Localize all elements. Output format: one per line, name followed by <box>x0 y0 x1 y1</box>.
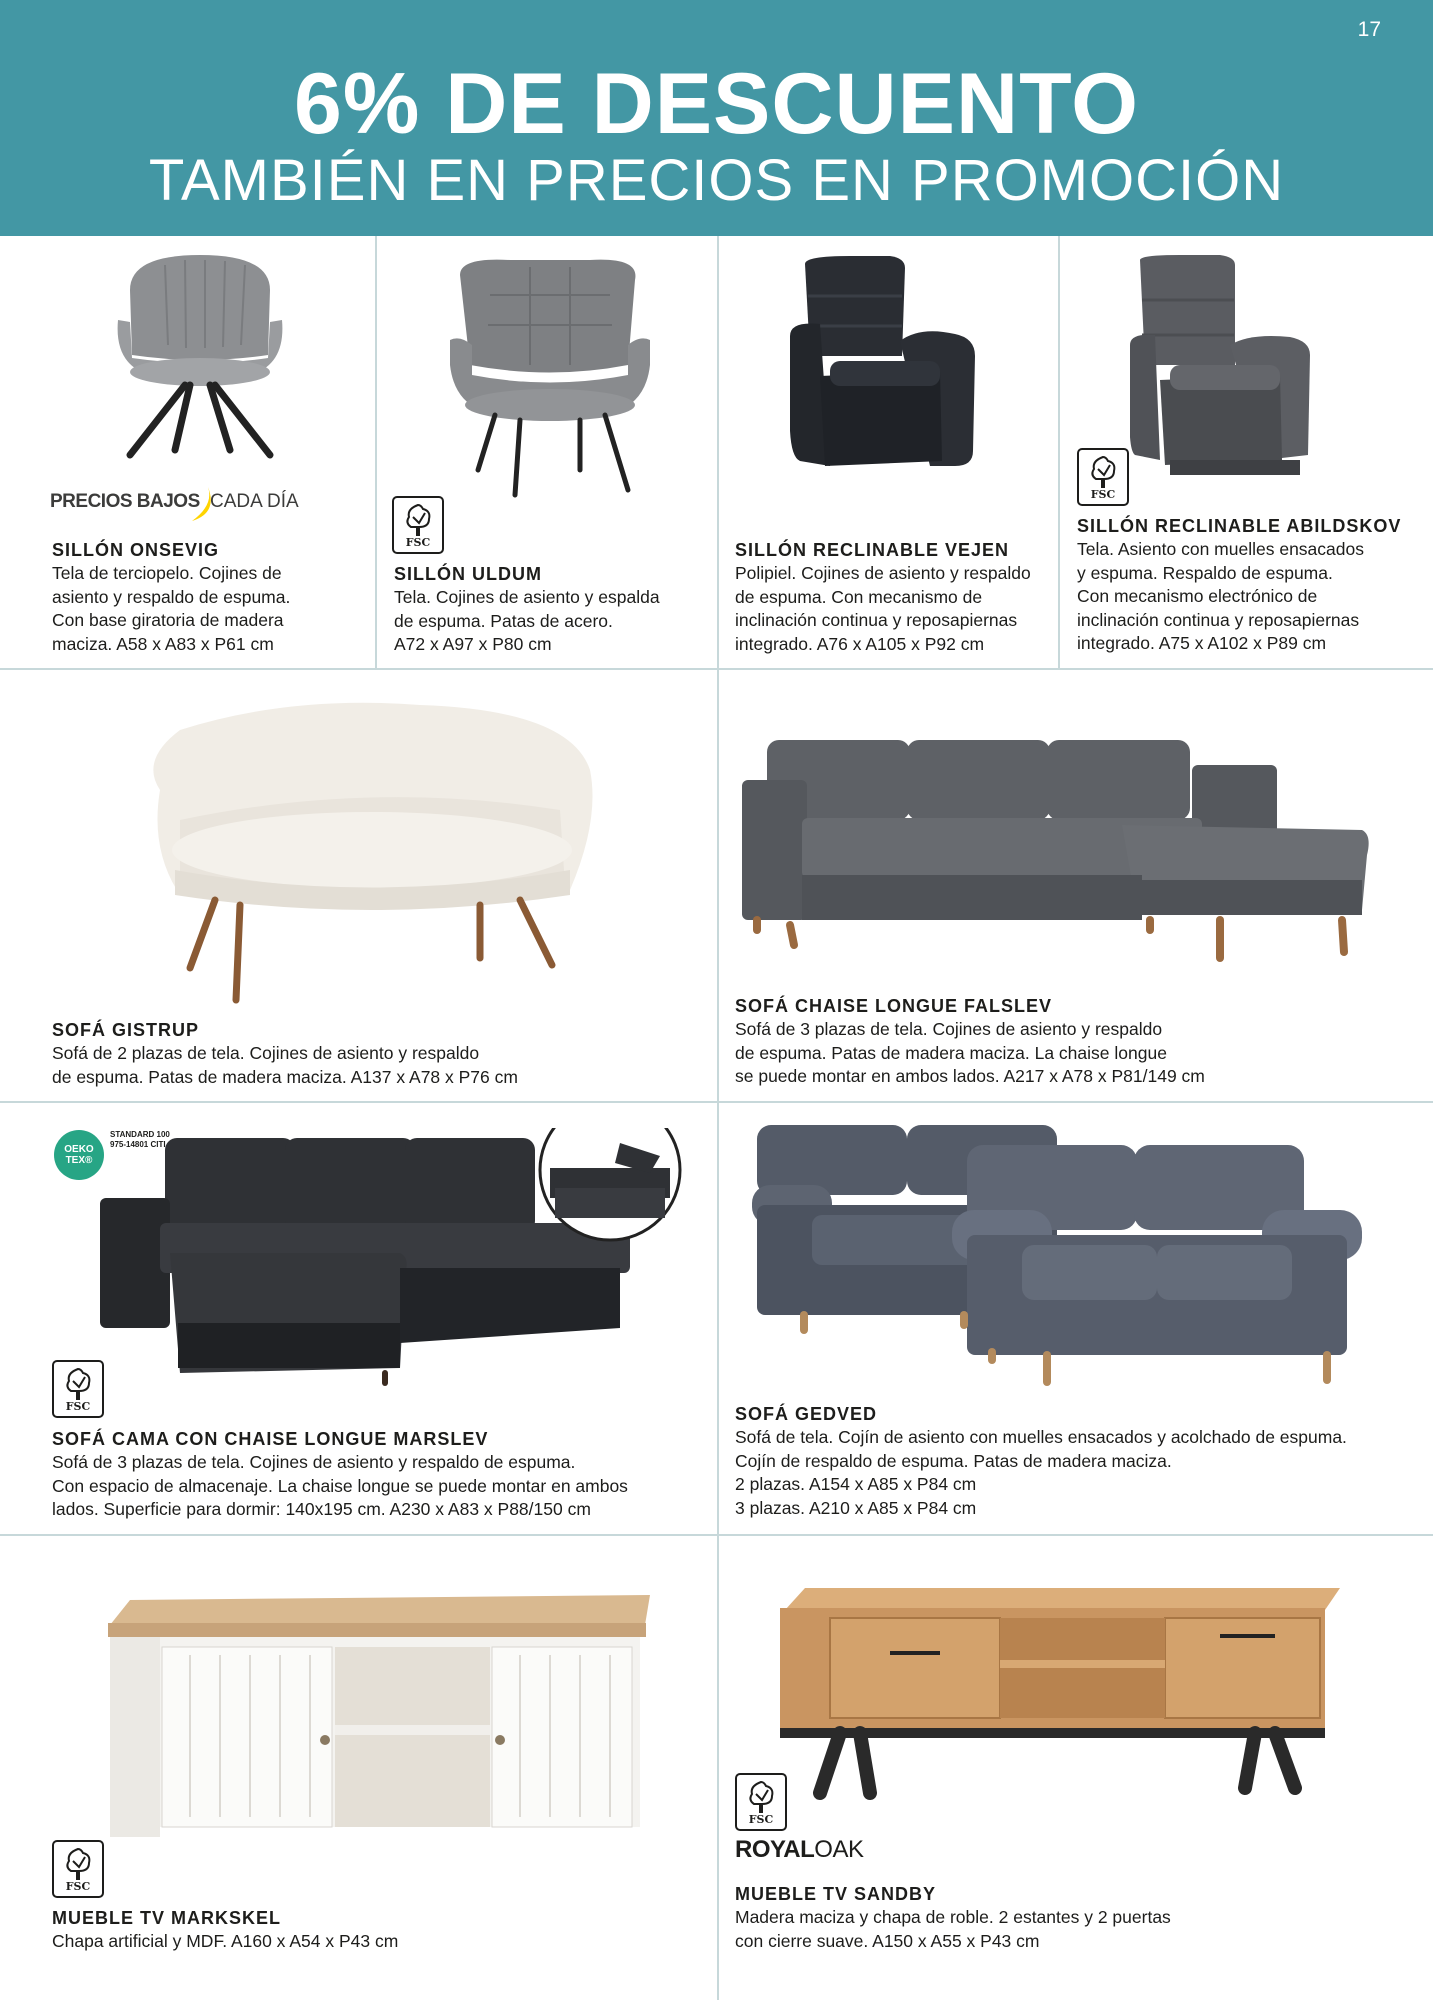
markskel-tv-unit-image <box>100 1595 650 1845</box>
fsc-badge <box>1077 448 1129 506</box>
fsc-badge <box>735 1773 787 1831</box>
divider <box>0 1534 1433 1536</box>
fsc-tree-icon <box>63 1367 93 1401</box>
divider <box>0 668 1433 670</box>
product-vejen <box>735 538 1053 656</box>
divider <box>0 1101 1433 1103</box>
divider <box>717 236 719 2000</box>
falslev-sofa-image <box>742 730 1372 970</box>
oeko-code-text: 975-14801 CITI <box>110 1140 166 1149</box>
product-name: SILLÓN RECLINABLE VEJEN <box>735 540 1010 560</box>
gistrup-sofa-image <box>140 700 600 1010</box>
fsc-tree-icon <box>746 1780 776 1814</box>
product-name: SOFÁ CAMA CON CHAISE LONGUE MARSLEV <box>52 1429 489 1449</box>
divider <box>1058 236 1060 668</box>
fsc-label: FSC <box>748 1813 774 1826</box>
banner-title: 6% DE DESCUENTO <box>294 56 1139 152</box>
product-name: SILLÓN ONSEVIG <box>52 540 220 560</box>
product-gistrup <box>52 1018 692 1089</box>
banner-subtitle: TAMBIÉN EN PRECIOS EN PROMOCIÓN <box>148 148 1285 213</box>
product-sandby <box>735 1882 1425 1953</box>
royal-oak-logo <box>735 1836 863 1864</box>
product-description: Sofá de 3 plazas de tela. Cojines de asiento y respaldo de espuma. Patas de madera maciza. La chaise longue se puede montar en ambos lados. A217 x A78 x P81/149 cm <box>735 1019 1205 1086</box>
oeko-tex-circle: OEKO TEX® <box>54 1130 104 1180</box>
product-description: Tela. Cojines de asiento y espalda de espuma. Patas de acero. A72 x A97 x P80 cm <box>394 587 660 654</box>
royal-oak-light: OAK <box>814 1836 864 1863</box>
promo-banner <box>0 0 1433 236</box>
divider <box>375 236 377 668</box>
product-description: Tela de terciopelo. Cojines de asiento y respaldo de espuma. Con base giratoria de madera maciza. A58 x A83 x P61 cm <box>52 563 291 654</box>
product-uldum <box>394 562 712 657</box>
product-description: Chapa artificial y MDF. A160 x A54 x P43 cm <box>52 1931 399 1951</box>
vejen-recliner-image <box>790 256 990 471</box>
fsc-tree-icon <box>1088 455 1118 489</box>
fsc-tree-icon <box>63 1847 93 1881</box>
fsc-tree-icon <box>403 503 433 537</box>
fsc-label: FSC <box>405 536 431 549</box>
cada-dia-text: CADA DÍA <box>210 491 299 512</box>
sandby-tv-unit-image <box>775 1588 1340 1803</box>
product-markskel <box>52 1906 692 1954</box>
product-marslev <box>52 1427 712 1522</box>
product-name: SILLÓN RECLINABLE ABILDSKOV <box>1077 516 1402 536</box>
fsc-badge <box>52 1840 104 1898</box>
marslev-sofa-bed-image <box>100 1128 700 1393</box>
uldum-chair-image <box>450 255 650 500</box>
product-gedved <box>735 1402 1430 1520</box>
onsevig-chair-image <box>110 250 290 470</box>
gedved-sofa-image <box>752 1120 1372 1390</box>
oeko-standard-text: STANDARD 100 <box>110 1130 170 1139</box>
precios-bajos-logo <box>50 485 310 525</box>
product-description: Sofá de tela. Cojín de asiento con muelles ensacados y acolchado de espuma. Cojín de respaldo de espuma. Patas de madera maciza. 2 plazas. A154 x A85 x P84 cm 3 plazas. A210 x A85 x P84 cm <box>735 1427 1347 1518</box>
fsc-badge <box>392 496 444 554</box>
product-name: SOFÁ GISTRUP <box>52 1020 200 1040</box>
product-description: Madera maciza y chapa de roble. 2 estantes y 2 puertas con cierre suave. A150 x A55 x P43 cm <box>735 1907 1171 1951</box>
fsc-label: FSC <box>65 1880 91 1893</box>
product-abildskov <box>1077 514 1427 656</box>
product-name: SILLÓN ULDUM <box>394 564 542 584</box>
page-number: 17 <box>1357 18 1381 41</box>
fsc-label: FSC <box>65 1400 91 1413</box>
abildskov-recliner-image <box>1130 255 1330 480</box>
product-description: Sofá de 2 plazas de tela. Cojines de asiento y respaldo de espuma. Patas de madera maciza. A137 x A78 x P76 cm <box>52 1043 518 1087</box>
product-description: Sofá de 3 plazas de tela. Cojines de asiento y respaldo de espuma. Con espacio de almacenaje. La chaise longue se puede montar en ambos lados. Superficie para dormir: 140x195 cm. A230 x A83 x P88/150 cm <box>52 1452 628 1519</box>
product-description: Tela. Asiento con muelles ensacados y espuma. Respaldo de espuma. Con mecanismo electrónico de inclinación continua y reposapiernas integrado. A75 x A102 x P89 cm <box>1077 539 1364 653</box>
product-name: MUEBLE TV SANDBY <box>735 1884 937 1904</box>
product-name: SOFÁ CHAISE LONGUE FALSLEV <box>735 996 1053 1016</box>
precios-bajos-text: PRECIOS BAJOS <box>50 491 200 512</box>
product-name: MUEBLE TV MARKSKEL <box>52 1908 281 1928</box>
product-onsevig <box>52 538 362 656</box>
product-name: SOFÁ GEDVED <box>735 1404 878 1424</box>
royal-oak-bold: ROYAL <box>735 1836 815 1863</box>
fsc-badge <box>52 1360 104 1418</box>
product-falslev <box>735 994 1425 1089</box>
product-description: Polipiel. Cojines de asiento y respaldo de espuma. Con mecanismo de inclinación continua y reposapiernas integrado. A76 x A105 x P92 cm <box>735 563 1031 654</box>
fsc-label: FSC <box>1090 488 1116 501</box>
